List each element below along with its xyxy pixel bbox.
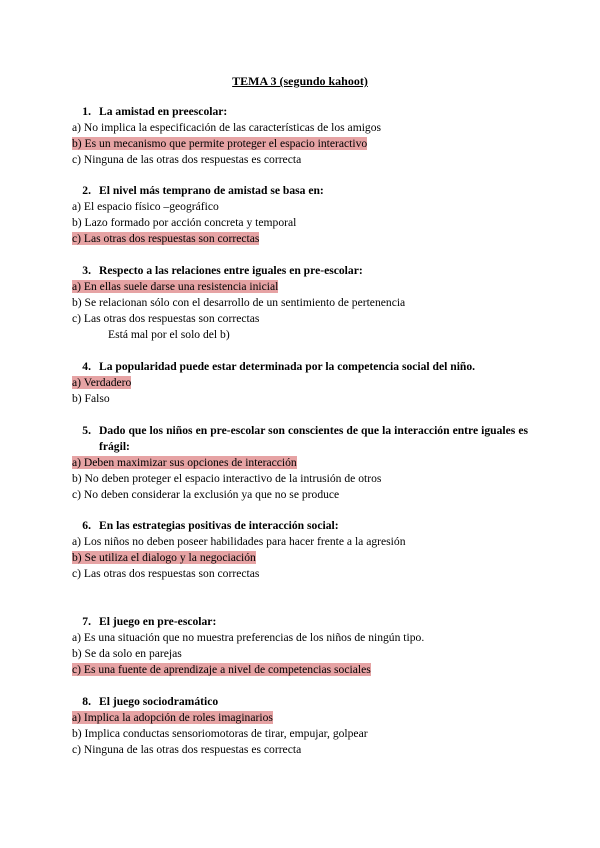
question-header [72,263,528,279]
option-b: b) Implica conductas sensoriomotoras de tirar, empujar, golpear [72,727,368,740]
option-c: c) Ninguna de las otras dos respuestas es correcta [72,153,302,166]
option-a-correct: a) Verdadero [72,376,132,389]
option-a: a) El espacio físico –geográfico [72,200,219,213]
option-c: c) No deben considerar la exclusión ya que no se produce [72,488,340,501]
question-3 [72,263,528,343]
option-c: c) Ninguna de las otras dos respuestas es correcta [72,743,302,756]
question-text: Respecto a las relaciones entre iguales en pre-escolar: [99,264,363,277]
option-a-correct: a) En ellas suele darse una resistencia inicial [72,280,279,293]
option-c-correct: c) Es una fuente de aprendizaje a nivel de competencias sociales [72,663,371,676]
question-text: La amistad en preescolar: [99,105,228,118]
question-4 [72,359,528,407]
option-b: b) Lazo formado por acción concreta y temporal [72,216,297,229]
option-a-correct: a) Implica la adopción de roles imaginarios [72,711,273,724]
option-b: b) No deben proteger el espacio interactivo de la intrusión de otros [72,472,382,485]
question-number: 4. [82,360,91,373]
option-b: b) Falso [72,392,110,405]
question-header [72,518,528,534]
question-number: 6. [82,519,91,532]
question-number: 3. [82,264,91,277]
option-a-correct: a) Deben maximizar sus opciones de interacción [72,456,297,469]
option-c: c) Las otras dos respuestas son correctas [72,567,260,580]
option-b: b) Se da solo en parejas [72,647,182,660]
question-text: Dado que los niños en pre-escolar son conscientes de que la interacción entre iguales es frágil: [99,424,528,453]
question-6 [72,518,528,582]
question-8 [72,694,528,758]
question-header [72,183,528,199]
question-5 [72,423,528,503]
question-text: El juego sociodramático [99,695,219,708]
option-b-correct: b) Es un mecanismo que permite proteger el espacio interactivo [72,137,368,150]
question-header [72,423,528,455]
question-header [72,359,528,375]
option-c: c) Las otras dos respuestas son correctas [72,312,260,325]
question-7 [72,614,528,678]
question-header [72,104,528,120]
question-number: 8. [82,695,91,708]
question-number: 2. [82,184,91,197]
option-b-correct: b) Se utiliza el dialogo y la negociación [72,551,256,564]
question-header [72,694,528,710]
option-a: a) Los niños no deben poseer habilidades para hacer frente a la agresión [72,535,406,548]
option-c-correct: c) Las otras dos respuestas son correctas [72,232,260,245]
answer-note: Está mal por el solo del b) [108,328,230,341]
option-b: b) Se relacionan sólo con el desarrollo de un sentimiento de pertenencia [72,296,406,309]
question-2 [72,183,528,247]
question-header [72,614,528,630]
question-number: 5. [82,424,91,437]
question-number: 7. [82,615,91,628]
question-number: 1. [82,105,91,118]
question-text: El juego en pre-escolar: [99,615,217,628]
option-a: a) Es una situación que no muestra preferencias de los niños de ningún tipo. [72,631,425,644]
document-title: TEMA 3 (segundo kahoot) [232,74,368,88]
option-a: a) No implica la especificación de las características de los amigos [72,121,382,134]
question-text: La popularidad puede estar determinada por la competencia social del niño. [99,360,476,373]
question-text: En las estrategias positivas de interacción social: [99,519,339,532]
question-text: El nivel más temprano de amistad se basa en: [99,184,324,197]
question-1 [72,104,528,168]
